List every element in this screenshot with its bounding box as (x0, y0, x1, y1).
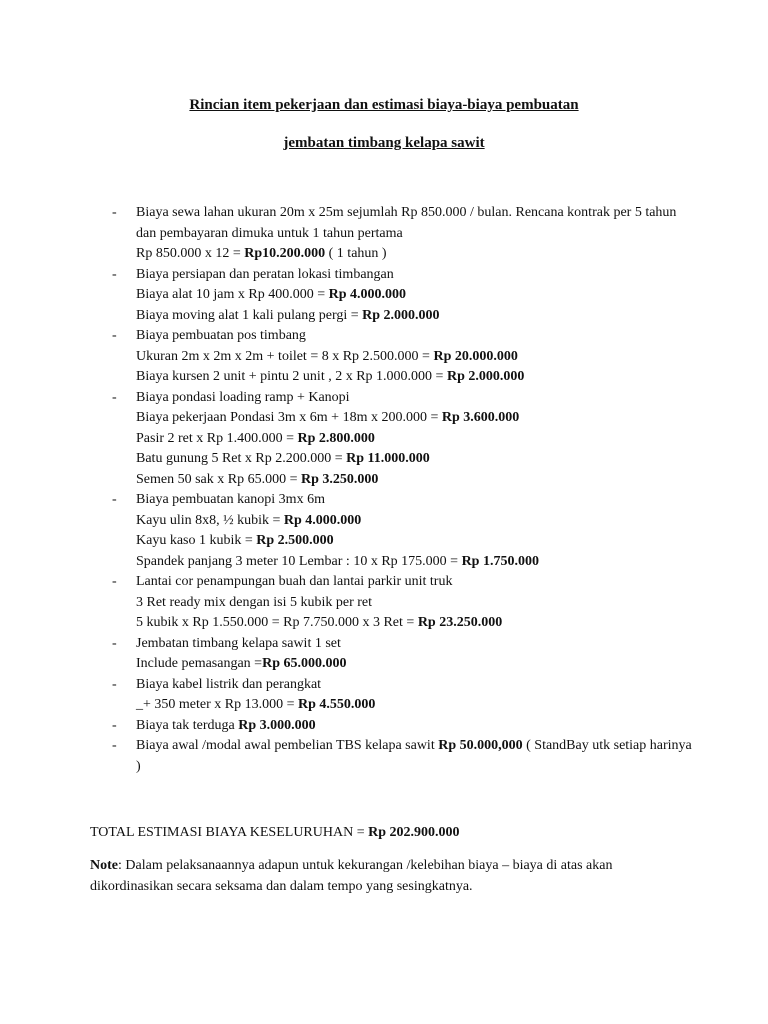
line-amount: Rp 20.000.000 (433, 348, 518, 364)
list-bullet: - (112, 492, 117, 507)
cost-item-line (136, 203, 692, 244)
line-text: Biaya pekerjaan Pondasi 3m x 6m + 18m x 200.000 = (136, 410, 442, 425)
cost-item-line (136, 490, 692, 511)
line-amount: Rp 2.000.000 (362, 307, 440, 323)
line-text: _+ 350 meter x Rp 13.000 = (136, 697, 298, 712)
line-text: Spandek panjang 3 meter 10 Lembar : 10 x Rp 175.000 = (136, 553, 462, 569)
line-text: Biaya kursen 2 unit + pintu 2 unit , 2 x Rp 1.000.000 = (136, 369, 447, 384)
cost-item-line (136, 306, 692, 327)
cost-item-line (136, 367, 692, 388)
line-text: Include pemasangan = (136, 656, 263, 671)
line-text: Biaya persiapan dan peratan lokasi timbangan (136, 266, 394, 282)
list-bullet: - (112, 717, 117, 733)
line-amount: Rp 1.750.000 (461, 553, 539, 569)
list-bullet: - (112, 205, 117, 220)
cost-item-line (136, 654, 692, 675)
cost-item-line (136, 613, 692, 634)
line-text: Kayu ulin 8x8, ½ kubik = (136, 512, 284, 528)
cost-item-line (136, 675, 692, 696)
line-amount: Rp 2.800.000 (297, 430, 375, 446)
line-text: Biaya pembuatan pos timbang (136, 328, 306, 343)
line-amount: Rp 23.250.000 (417, 615, 503, 630)
line-amount: Rp 3.600.000 (441, 410, 520, 425)
line-amount: Rp 2.500.000 (256, 533, 334, 548)
line-text: Biaya moving alat 1 kali pulang pergi = (136, 307, 363, 323)
cost-item-line (136, 634, 692, 655)
line-text: Jembatan timbang kelapa sawit 1 set (136, 635, 341, 651)
total-value: Rp 202.900.000 (368, 825, 460, 840)
line-amount: Rp 50.000,000 (438, 738, 523, 753)
cost-item (112, 675, 692, 716)
cost-item-line (136, 716, 692, 737)
line-amount: Rp 11.000.000 (346, 451, 430, 466)
line-text: 3 Ret ready mix dengan isi 5 kubik per ret (136, 594, 372, 610)
cost-item-line (136, 593, 692, 614)
note-text: : Dalam pelaksanaannya adapun untuk kekurangan /kelebihan biaya – biaya di atas akan dikordinasikan secara seksama dan dalam tempo yang sesingkatnya. (90, 858, 613, 894)
cost-item-list (112, 203, 692, 777)
cost-item-line (136, 347, 692, 368)
cost-item (112, 736, 692, 777)
line-amount: Rp10.200.000 (244, 246, 326, 261)
line-amount: Rp 2.000.000 (446, 369, 525, 384)
line-amount: Rp 3.000.000 (238, 717, 316, 733)
list-bullet: - (112, 635, 117, 651)
line-text: Biaya sewa lahan ukuran 20m x 25m sejumlah Rp 850.000 / bulan. Rencana kontrak per 5 tahun dan pembayaran dimuka untuk 1 tahun pertama (136, 205, 677, 241)
cost-item (112, 265, 692, 327)
cost-item-line (136, 265, 692, 286)
cost-item-line (136, 695, 692, 716)
cost-item (112, 716, 692, 737)
line-text: Rp 850.000 x 12 = (136, 246, 245, 261)
cost-item (112, 572, 692, 634)
cost-item-line (136, 326, 692, 347)
cost-item-line (136, 285, 692, 306)
cost-item-line (136, 388, 692, 409)
line-text: Semen 50 sak x Rp 65.000 = (136, 471, 301, 487)
list-bullet: - (112, 266, 117, 282)
cost-item (112, 326, 692, 388)
note-paragraph (90, 856, 690, 897)
line-amount: Rp 4.000.000 (283, 512, 362, 528)
cost-item (112, 388, 692, 491)
list-bullet: - (112, 676, 117, 692)
total-label: TOTAL ESTIMASI BIAYA KESELURUHAN = (90, 825, 369, 840)
cost-item-line (136, 470, 692, 491)
note-label: Note (90, 858, 118, 873)
line-amount: Rp 3.250.000 (301, 471, 379, 487)
line-text: Ukuran 2m x 2m x 2m + toilet = 8 x Rp 2.500.000 = (136, 348, 434, 364)
cost-item-line (136, 244, 692, 265)
cost-item (112, 203, 692, 265)
line-suffix: ( 1 tahun ) (325, 246, 387, 261)
list-bullet: - (112, 328, 117, 343)
list-bullet: - (112, 574, 117, 589)
total-estimate (90, 823, 460, 844)
line-text: Biaya awal /modal awal pembelian TBS kelapa sawit (136, 738, 439, 753)
line-text: Biaya pembuatan kanopi 3mx 6m (136, 492, 325, 507)
line-text: Kayu kaso 1 kubik = (136, 533, 257, 548)
document-title-line-2: jembatan timbang kelapa sawit (283, 135, 485, 151)
line-text: Pasir 2 ret x Rp 1.400.000 = (136, 430, 298, 446)
cost-item-line (136, 429, 692, 450)
line-suffix: ( StandBay utk setiap harinya ) (136, 738, 692, 774)
line-text: Lantai cor penampungan buah dan lantai parkir unit truk (136, 574, 453, 589)
cost-item (112, 490, 692, 572)
line-amount: Rp 65.000.000 (262, 656, 347, 671)
line-text: Biaya kabel listrik dan perangkat (136, 676, 322, 692)
cost-item (112, 634, 692, 675)
line-text: Batu gunung 5 Ret x Rp 2.200.000 = (136, 451, 347, 466)
list-bullet: - (112, 389, 117, 405)
cost-item-line (136, 531, 692, 552)
line-text: Biaya alat 10 jam x Rp 400.000 = (136, 287, 329, 302)
cost-item-line (136, 449, 692, 470)
line-text: Biaya tak terduga (136, 717, 239, 733)
cost-item-line (136, 736, 692, 777)
cost-item-line (136, 408, 692, 429)
list-bullet: - (112, 738, 117, 753)
cost-item-line (136, 552, 692, 573)
cost-item-line (136, 511, 692, 532)
line-text: 5 kubik x Rp 1.550.000 = Rp 7.750.000 x 3 Ret = (136, 615, 418, 630)
cost-item-line (136, 572, 692, 593)
line-text: Biaya pondasi loading ramp + Kanopi (136, 389, 350, 405)
line-amount: Rp 4.000.000 (328, 287, 406, 302)
line-amount: Rp 4.550.000 (298, 697, 376, 712)
document-title-line-1: Rincian item pekerjaan dan estimasi biaya-biaya pembuatan (189, 97, 579, 113)
